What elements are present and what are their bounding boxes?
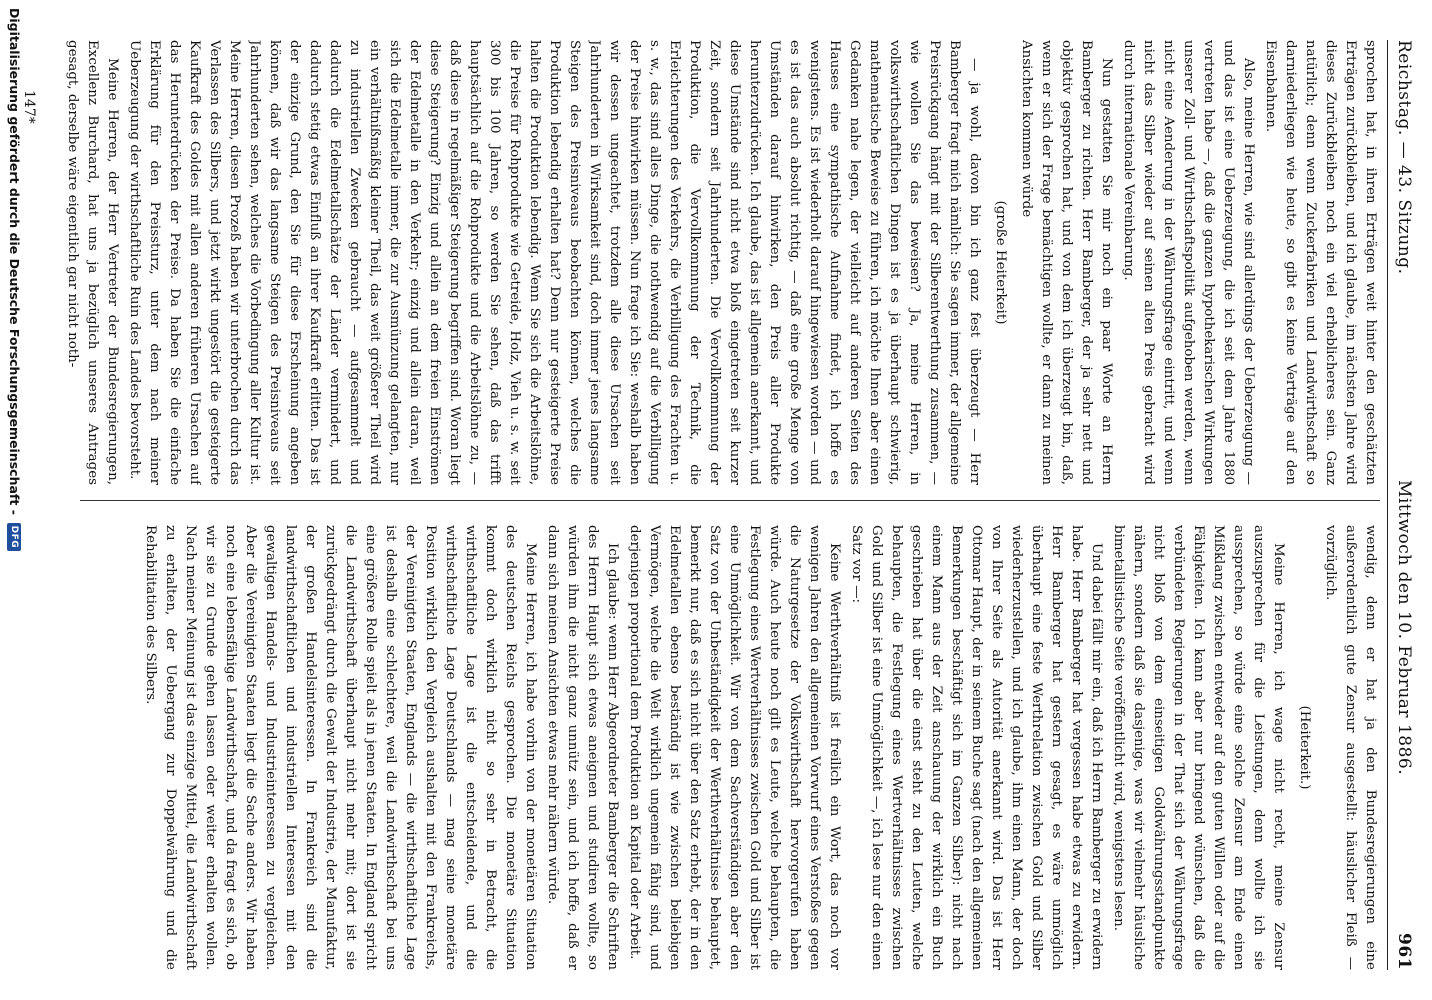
left-paragraph: sprochen hat, in ihren Erträgen weit hinter den geschätzten Erträgen zurückbleiben, und ich glaube, im nächsten Jahre wird dieses Zurückbleiben noch ein viel erheblicheres sein. Ganz natürlich; denn wenn Zuckerfabriken und Landwirthschaft so darniederliegen wie heute, so gibt es keine Verträge auf den Eisenbahnen. — [1263, 40, 1378, 485]
text-column-right — [42, 525, 1380, 970]
header-session: Reichstag. — 43. Sitzung. — [1394, 40, 1414, 275]
right-paragraph: Keine Werthverhältniß ist freilich ein Wort, das noch vor wenigen Jahren den allgemeinen Vorwurf eines Verstoßes gegen die Naturgesetze der Volkswirthschaft hervorgerufen haben würde. Auch heute noch gilt es Leute, welche behaupten, die Festlegung eines Wertverhältnisses zwischen Gold und Silber ist eine Unmöglichkeit. Wir von dem Sachverständigen aber den Satz von der Unbeständigkeit der Werthverhältnisse behauptet, bemerkt nur, daß es sich nicht über den Satz erhebt, der in den Edelmetallen ebenso beständig ist wie zwischen beliebigen Vermögen, welche die Welt wirklich ungemein fähig sind, und derjenigen proportional dem Produktion an Kapital oder Arbeit. — [627, 525, 842, 970]
credit-text: Digitalisierung gefördert durch die Deutsche Forschungsgemeinschaft - — [7, 8, 22, 515]
right-paragraph: wendig, denn er hat ja den Bundesregierungen eine außerordentlich gute Zensur ausgestellt: häuslicher Fleiß — vorzüglich. — [1323, 525, 1378, 970]
left-paragraph: — ja wohl, davon bin ich ganz fest überzeugt — Herr Bamberger fragt mich nämlich: Sie sagen immer, der allgemeine Preisrückgang hängt mit der Silberentwerthung zusammen, — wie wollen Sie das beweisen? Ja, meine Herren, in volkswirthschaftlichen Dingen ist es ja überhaupt schwierig, mathematische Beweise zu führen, ich möchte Ihnen aber einen Gedanken nahe legen, der vielleicht auf anderen Seiten des Hauses eine sympathische Aufnahme findet, ich hoffe es wenigstens. Es ist wiederholt darauf hingewiesen worden — und es ist das auch absolut richtig, — daß eine große Menge von Umständen darauf hinwirken, den Preis aller Produkte herunterzudrücken. Ich glaube, das ist allgemein anerkannt, und diese Umstände sind nicht etwa bloß eingetreten seit kurzer Zeit, sondern seit Jahrhunderten. Die Vervollkommnung der Produktion, die Vervollkommnung der Technik, die Erleichterungen des Verkehrs, die Verbilligung des Frachten u. s. w., das sind alles Dinge, die nothwendig auf die Verbilligung der Preise hinwirken müssen. Nun frage ich Sie: weshalb haben wir dessen ungeachtet, trotzdem alle diese Ursachen seit Jahrhunderten in Wirksamkeit sind, doch immer jenes langsame Steigen des Preisniveaus beobachten können, welches die Produktion lebendig erhalten hat? Denn nur gesteigerte Preise halten die Produktion lebendig. Wenn Sie sich die Arbeitslöhne, die Preise für Rohprodukte wie Getreide, Holz, Vieh u. s. w. seit 300 bis 100 Jahren, so werden Sie sehen, daß das trifft hauptsächlich auf die Rohprodukte und die Arbeitslöhne zu, — daß diese in regelmäßiger Steigerung begriffen sind. Woran liegt diese Steigerung? Einzig und allein an dem freien Einströmen der Edelmetalle in den Verkehr; einzig und allein daran, weil sich die Edelmetalle immer, die zur Ausmünzung gelangten, nur ein verhältnißmäßig kleiner Theil, das weit größerer Theil wird zu industriellen Zwecken gebraucht — aufgesammelt und dadurch die Edelmetallschätze der Länder vermindert, und dadurch stetig etwas Einfluß an ihrer Kaufkraft erlitten. Das ist der einzige Grund, den Sie für diese Erscheinung angeben können, daß wir das langsame Steigen des Preisniveaus seit Jahrhunderten sehen, welches die Vorbedingung aller Kultur ist. Meine Herren, diesen Prozeß haben wir unterbrochen durch das Verlassen des Silbers, und jetzt wirkt ungestört die gesteigerte Kaufkraft des Goldes mit allen anderen früheren Ursachen auf das Herunterdrücken der Preise. Da haben Sie die einfache Erklärung für den Preissturz, unter dem nach meiner Ueberzeugung der wirthschaftliche Ruin des Landes bevorsteht. — [127, 40, 982, 485]
text-column-left — [42, 40, 1380, 485]
page-number: 961 — [1394, 933, 1414, 970]
left-paragraph: Also, meine Herren, wie sind allerdings der Ueberzeugung — und das ist eine Ueberzeugung, die ich seit dem Jahre 1880 vertreten habe —, daß die ganzen hypothekarischen Wirkungen unserer Zoll- und Wirthschaftspolitik aufgehoben werden, wenn nicht eine Aenderung in der Währungsfrage eintritt, und wenn nicht das Silber wieder auf seinen alten Preis gebracht wird durch internationale Vereinbarung. — [1121, 40, 1256, 485]
header-rule — [1387, 40, 1388, 970]
left-paragraph: Nun gestatten Sie mir noch ein paar Worte an Herrn Bamberger zu richten. Herr Bamberger, der ja sehr nett und objektiv gesprochen hat, und von dem ich überzeugt bin, daß, wenn er sich der Frage bemächtigen wollte, er dann zu meinen Ansichten kommen würde — [1019, 40, 1114, 485]
header-date: Mittwoch den 10. Februar 1886. — [1394, 480, 1414, 776]
digitization-credit — [7, 8, 22, 998]
right-paragraph: Meine Herren, ich wage nicht recht, meine Zensur auszusprechen für die Leistungen, denn wollte ich sie aussprechen, so würde eine solche Zensur am Ende einen Mißklang zwischen entweder auf den guten Willen oder auf die Fähigkeiten. Ich kann aber nur bringend wünschen, daß die verbündeten Regierungen in der That sich der Währungsfrage nicht bloß von dem einseitigen Goldwährungsstandpunkte nähern, sondern daß sie dasjenige, was wir vielmehr häusliche bimetallistische Seite veröffentlicht wird, wenigstens lesen. — [1111, 525, 1286, 970]
left-interjection: (große Heiterkeit) — [993, 200, 1008, 325]
column-divider — [80, 500, 1380, 501]
right-paragraph: Ich glaube: wenn Herr Abgeordneter Bamberger die Schriften des Herrn Haupt sich etwas aneignen und studiren wollte, so würden ihm die nicht ganz unnütz sein, und ich hoffe, daß er dann sich meinen Ansichten etwas mehr nähern würde. — [545, 525, 620, 970]
running-header — [1388, 40, 1418, 970]
dfg-logo: DFG — [8, 523, 22, 551]
right-interjection: (Heiterkeit.) — [1297, 705, 1312, 790]
right-paragraph: Meine Herren, ich habe vorhin von der monetären Situation des deutschen Reichs gesprochen. Die monetäre Situation kommt doch wirklich nicht so sehr in Betracht, die wirthschaftliche Lage ist die entscheidende, und die wirthschaftliche Lage Deutschlands — mag seine monetäre Position wirklich den Vergleich aushalten mit den Frankreichs, der Vereinigten Staaten, Englands — die wirthschaftliche Lage ist deshalb eine schlechtere, weil die Landwirthschaft bei uns eine größere Rolle spielt als in jenen Staaten. In England spricht die Landwirthschaft überhaupt nicht mehr mit; dort ist sie zurückgedrängt durch die Gewalt der Industrie, der Manufaktur, der großen Handelsinteressen. In Frankreich sind die landwirthschaftlichen und industriellen Interessen mit den gewaltigen Handels- und Industrieinteressen zu vergleichen. Aber die Vereinigten Staaten liegt die Sache anders. Wir haben noch eine lebensfähige Landwirthschaft, und da fragt es sich, ob wir sie zu Grunde gehen lassen oder weiter erhalten wollen. Nach meiner Meinung ist das einzige Mittel, die Landwirthschaft zu erhalten, der Uebergang zur Doppelwährung und die Rehabilitation des Silbers. — [143, 525, 538, 970]
page-signature: 147* — [21, 90, 37, 124]
left-paragraph: Meine Herren, der Herr Vertreter der Bundesregierungen, Excellenz Burchard, hat uns ja bezüglich unseres Antrages gesagt, derselbe wäre eigentlich gar nicht noth- — [65, 40, 120, 485]
right-paragraph: Und dabei fällt mir ein, daß ich Herrn Bamberger zu erwidern habe. Herr Bamberger hat vergessen habe etwas zu erwidern. Herr Bamberger hat gestern gesagt, es wäre unmöglich überhaupt eine feste Werthrelation zwischen Gold und Silber wiederherzustellen, und ich glaube, ihm einen Mann, der doch von Ihrer Seite als Autorität anerkannt wird. Das ist Herr Ottomar Haupt, der in seinem Buche sagt (nach den allgemeinen Bemerkungen beschäftigt sich im Ganzen Silber): nicht nach einem Mann aus der Zeit anschauung der wirklich ein Buch geschrieben hat über die einst steht zu den Leuten, welche behaupten, die Festlegung eines Wertverhältnisses zwischen Gold und Silber ist eine Unmöglichkeit —, ich lese nur den einen Satz vor —: — [849, 525, 1104, 970]
